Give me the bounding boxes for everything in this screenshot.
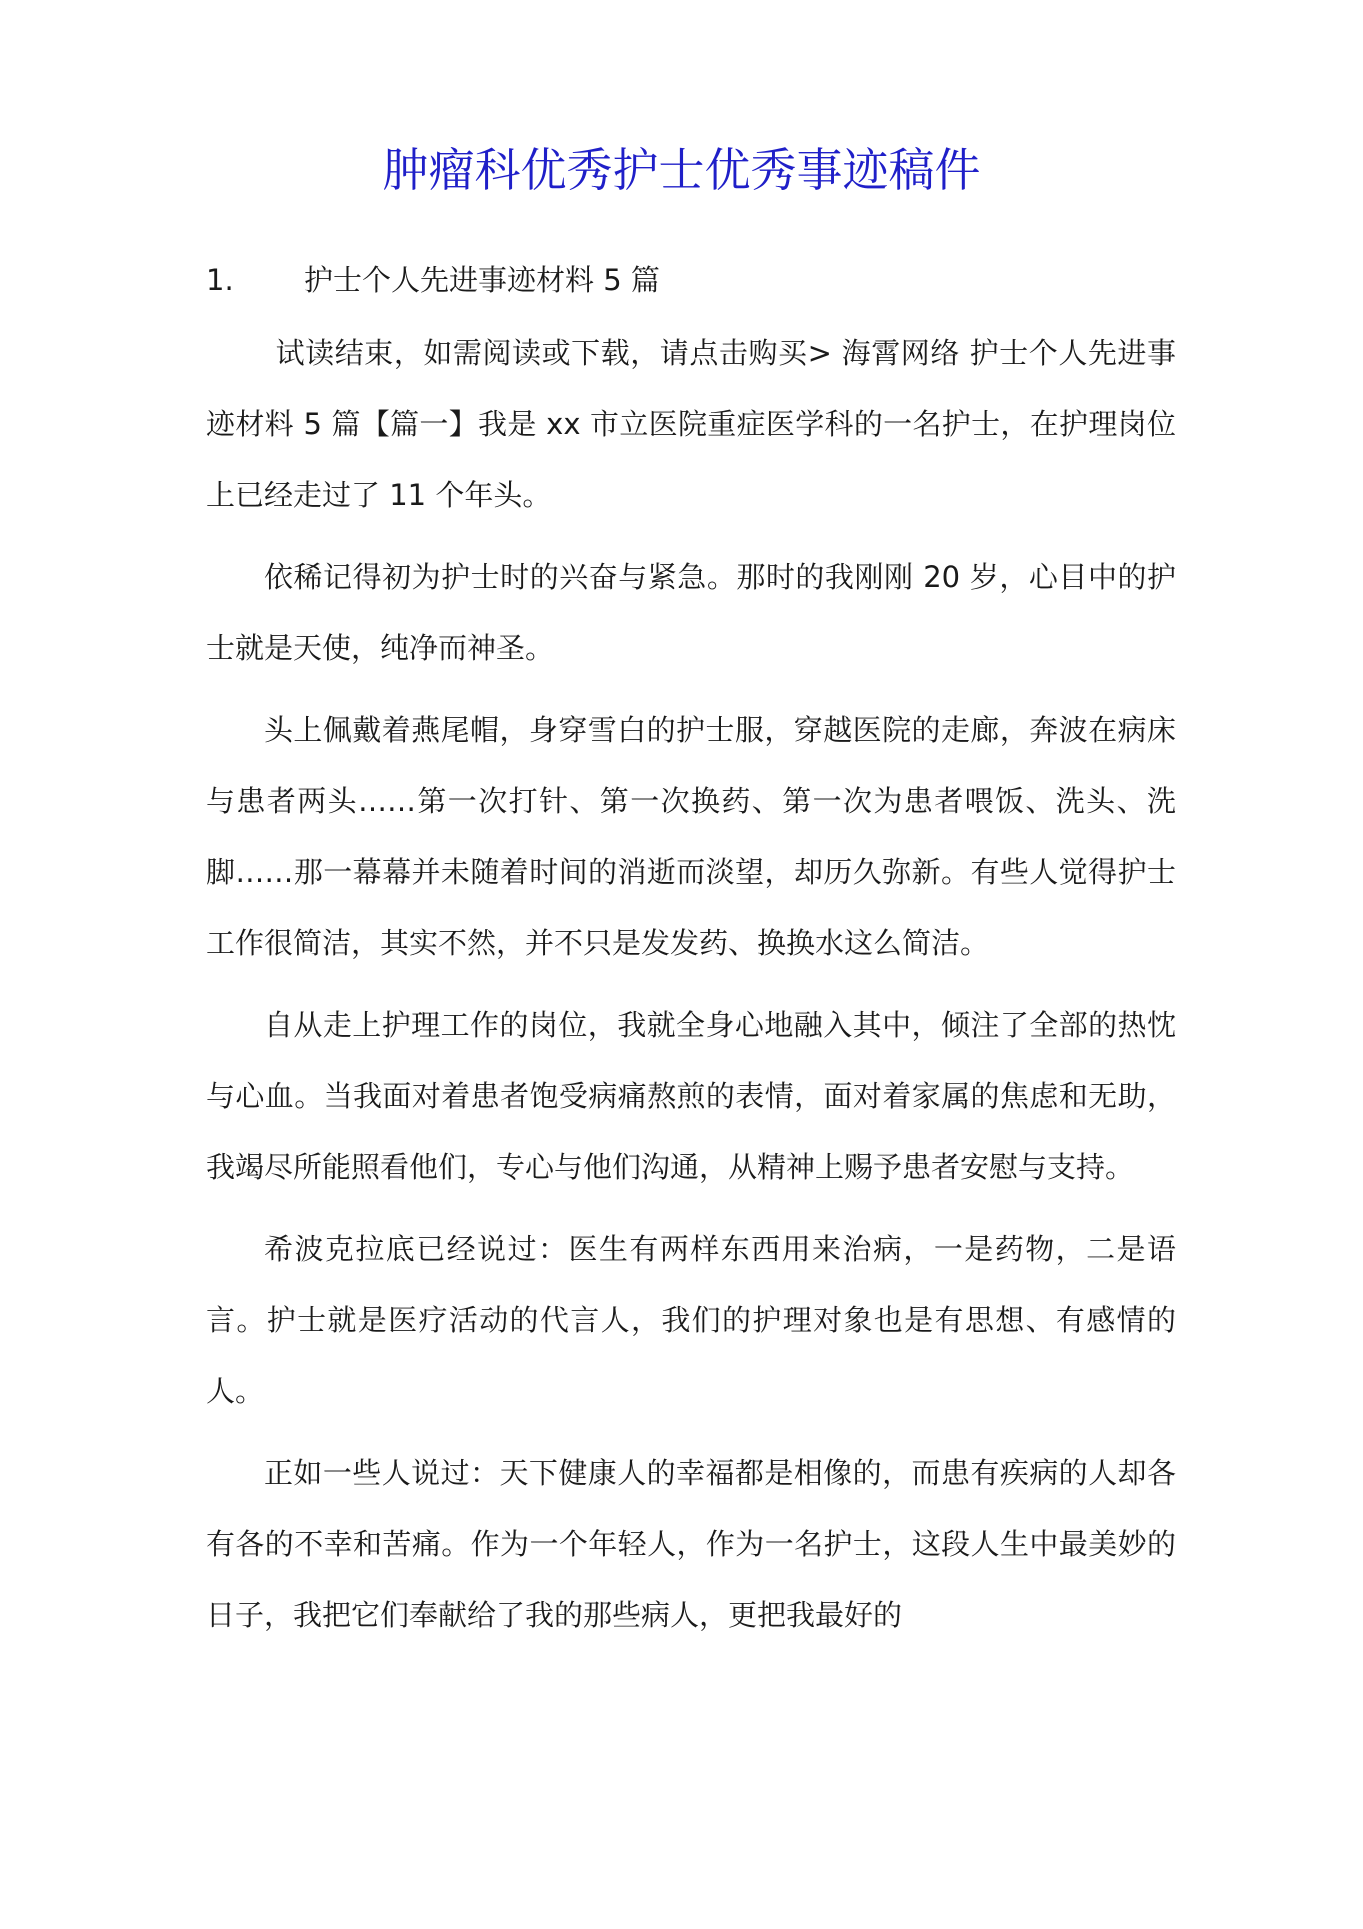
paragraph-3: 头上佩戴着燕尾帽，身穿雪白的护士服，穿越医院的走廊，奔波在病床与患者两头……第一次打针、第一次换药、第一次为患者喂饭、洗头、洗脚……那一幕幕并未随着时间的消逝而淡望，却历久弥新。有些人觉得护士工作很简洁，其实不然，并不只是发发药、换换水这么简洁。 <box>206 713 1176 960</box>
document-title: 肿瘤科优秀护士优秀事迹稿件 <box>382 143 981 197</box>
paragraph-6: 正如一些人说过：天下健康人的幸福都是相像的，而患有疾病的人却各有各的不幸和苦痛。作为一个年轻人，作为一名护士，这段人生中最美妙的日子，我把它们奉献给了我的那些病人，更把我最好的 <box>206 1456 1176 1632</box>
paragraph-5: 希波克拉底已经说过：医生有两样东西用来治病，一是药物，二是语言。护士就是医疗活动的代言人，我们的护理对象也是有思想、有感情的人。 <box>206 1232 1176 1408</box>
paragraph-2: 依稀记得初为护士时的兴奋与紧急。那时的我刚刚 20 岁，心目中的护士就是天使，纯净而神圣。 <box>206 560 1176 665</box>
section-heading <box>206 250 1176 310</box>
paragraph-4: 自从走上护理工作的岗位，我就全身心地融入其中，倾注了全部的热忱与心血。当我面对着患者饱受病痛熬煎的表情，面对着家属的焦虑和无助，我竭尽所能照看他们，专心与他们沟通，从精神上赐予患者安慰与支持。 <box>206 1008 1176 1184</box>
section-number: 1. <box>206 263 234 297</box>
section-heading-text: 护士个人先进事迹材料 5 篇 <box>304 263 660 297</box>
document-body <box>206 250 1176 1662</box>
paragraph-1: 试读结束，如需阅读或下载，请点击购买> 海霄网络 护士个人先进事迹材料 5 篇【篇一】我是 xx 市立医院重症医学科的一名护士，在护理岗位上已经走过了 11 个年头。 <box>206 336 1176 512</box>
